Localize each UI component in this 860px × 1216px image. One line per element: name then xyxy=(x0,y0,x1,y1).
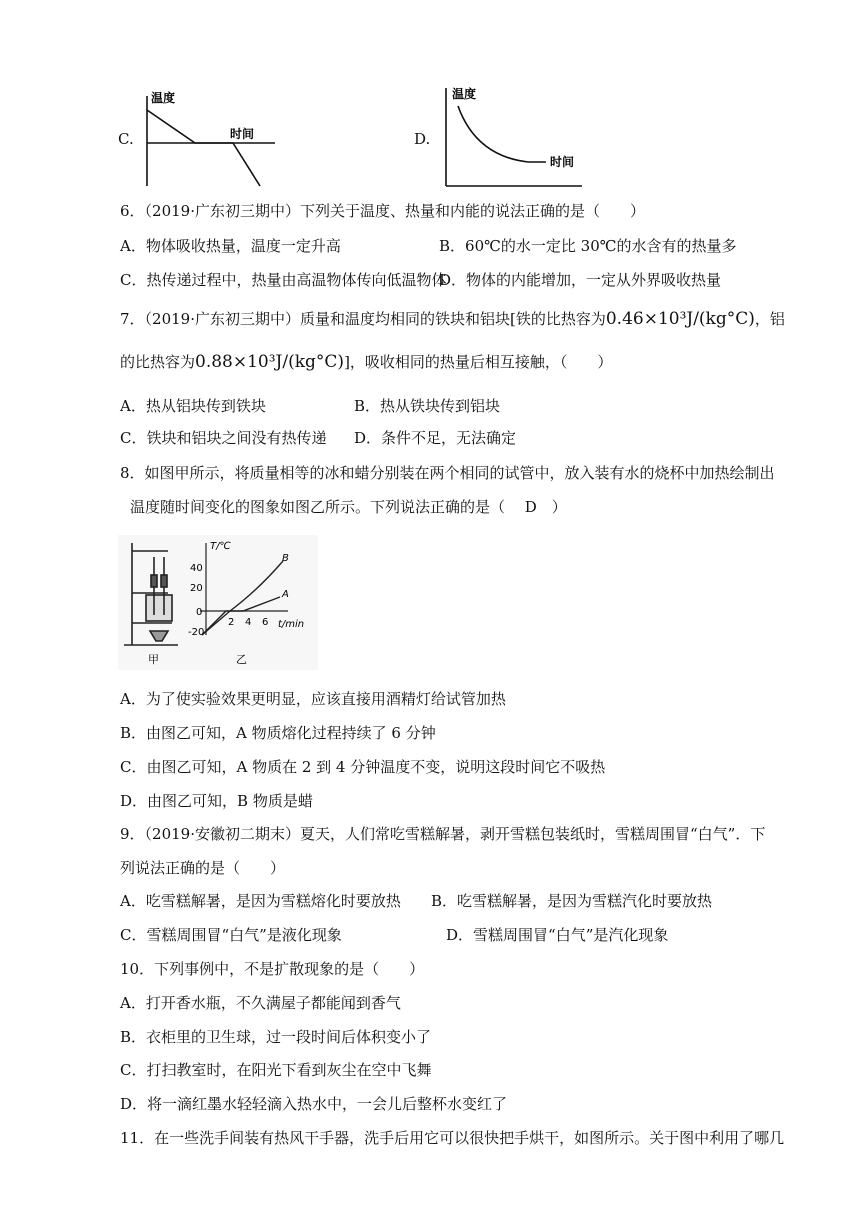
q8-option-c: C．由图乙可知，A 物质在 2 到 4 分钟温度不变，说明这段时间它不吸热 xyxy=(120,758,606,776)
q7-stem-line2 xyxy=(120,351,612,373)
q10-option-d: D．将一滴红墨水轻轻滴入热水中，一会儿后整杯水变红了 xyxy=(120,1095,508,1113)
q6-option-b: B．60℃的水一定比 30℃的水含有的热量多 xyxy=(439,237,737,255)
x-axis-label: t/min xyxy=(278,619,305,630)
q6-stem: 6．（2019·广东初三期中）下列关于温度、热量和内能的说法正确的是（ ） xyxy=(120,202,645,220)
q6-option-a: A．物体吸收热量，温度一定升高 xyxy=(120,237,341,255)
iron-specific-heat: 0.46×10³J/(kg°C) xyxy=(605,309,755,329)
x-tick-2: 2 xyxy=(228,617,235,628)
q7-option-a: A．热从铝块传到铁块 xyxy=(120,397,266,415)
curve-b-label: B xyxy=(282,553,289,564)
caption-yi: 乙 xyxy=(236,653,247,666)
graph-d xyxy=(438,84,588,192)
y-tick-40: 40 xyxy=(190,563,203,574)
q9-option-b: B．吃雪糕解暑，是因为雪糕汽化时要放热 xyxy=(431,892,713,910)
q6-option-c: C．热传递过程中，热量由高温物体传向低温物体 xyxy=(120,271,447,289)
y-label: 温度 xyxy=(452,87,477,101)
x-label: 时间 xyxy=(550,155,575,169)
option-c-label: C. xyxy=(118,130,134,148)
curve-a-label: A xyxy=(282,589,289,600)
y-tick-minus20: -20 xyxy=(188,627,205,638)
curve xyxy=(147,110,260,186)
graph-c xyxy=(135,88,285,188)
q9-option-a: A．吃雪糕解暑，是因为雪糕熔化时要放热 xyxy=(120,892,401,910)
q7-line2-part2: ]，吸收相同的热量后相互接触，（ ） xyxy=(344,353,613,371)
x-label: 时间 xyxy=(230,127,255,141)
q9-option-d: D．雪糕周围冒“白气”是汽化现象 xyxy=(446,926,669,944)
q7-stem-part2: ，铝 xyxy=(754,310,785,328)
q11-stem: 11．在一些洗手间装有热风干手器，洗手后用它可以很快把手烘干，如图所示。关于图中利用了哪几 xyxy=(120,1129,785,1147)
q8-stem-line2: 温度随时间变化的图象如图乙所示。下列说法正确的是（ D ） xyxy=(130,498,567,516)
q8-stem-line1: 8．如图甲所示，将质量相等的冰和蜡分别装在两个相同的试管中，放入装有水的烧杯中加热绘制出 xyxy=(120,464,775,482)
y-tick-0: 0 xyxy=(196,607,203,618)
y-label: 温度 xyxy=(151,91,176,105)
q8-option-d: D．由图乙可知，B 物质是蜡 xyxy=(120,792,313,810)
x-tick-6: 6 xyxy=(262,617,269,628)
q7-option-d: D．条件不足，无法确定 xyxy=(354,429,517,447)
q9-stem-line1: 9．（2019·安徽初二期末）夏天，人们常吃雪糕解暑，剥开雪糕包装纸时，雪糕周围冒“白气”．下 xyxy=(120,825,766,843)
curve xyxy=(458,106,546,162)
q7-stem-line1 xyxy=(120,308,785,330)
q6-option-d: D．物体的内能增加，一定从外界吸收热量 xyxy=(439,271,722,289)
q8-figure xyxy=(118,535,318,670)
q9-option-c: C．雪糕周围冒“白气”是液化现象 xyxy=(120,926,342,944)
option-d-label: D. xyxy=(414,130,431,148)
q7-line2-part1: 的比热容为 xyxy=(120,353,196,371)
q7-stem-part1: 7．（2019·广东初三期中）质量和温度均相同的铁块和铝块[铁的比热容为 xyxy=(120,310,606,328)
q8-option-a: A．为了使实验效果更明显，应该直接用酒精灯给试管加热 xyxy=(120,690,506,708)
y-tick-20: 20 xyxy=(190,583,203,594)
q8-option-b: B．由图乙可知，A 物质熔化过程持续了 6 分钟 xyxy=(120,724,436,742)
q10-option-a: A．打开香水瓶，不久满屋子都能闻到香气 xyxy=(120,994,401,1012)
q7-option-b: B．热从铁块传到铝块 xyxy=(354,397,501,415)
q10-option-c: C．打扫教室时，在阳光下看到灰尘在空中飞舞 xyxy=(120,1061,432,1079)
aluminium-specific-heat: 0.88×10³J/(kg°C) xyxy=(195,352,345,372)
x-tick-4: 4 xyxy=(245,617,252,628)
caption-jia: 甲 xyxy=(148,653,159,666)
q9-stem-line2: 列说法正确的是（ ） xyxy=(120,859,286,877)
q10-option-b: B．衣柜里的卫生球，过一段时间后体积变小了 xyxy=(120,1028,432,1046)
q10-stem: 10．下列事例中，不是扩散现象的是（ ） xyxy=(120,960,425,978)
q7-option-c: C．铁块和铝块之间没有热传递 xyxy=(120,429,327,447)
y-axis-label: T/℃ xyxy=(210,541,231,552)
